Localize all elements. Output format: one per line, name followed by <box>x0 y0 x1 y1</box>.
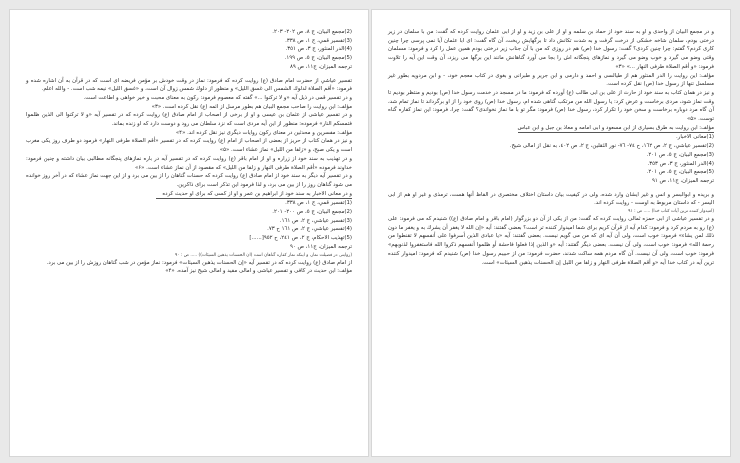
body-paragraph: و در تفسير عياشی از ابی حمزه ثمالی روايت کرده که گفت: من از يکی از آن دو بزرگوار (امام باقر و امام صادق (ع)) شنيدم که می فرمود: علی (ع) رو به مردم کرد و فرمود: کدام آيه از قرآن کريم برای شما اميدوار کننده تر است؟ بعضی گفتند: آيه «إن الله لا يغفر أن يشرك به و يغفر ما دون ذلك لمن يشاء» فرمود: خوب است، ولی آن آيه ای که من می گويم نيست. بعضی گفتند: آيه «يا عبادی الذين أسرفوا علی أنفسهم لا تقنطوا من رحمة الله» فرمود: خوب است، ولی آن نيست. بعضی ديگر گفتند: آيه «و الذين إذا فعلوا فاحشة أو ظلموا أنفسهم ذكروا الله فاستغفروا لذنوبهم» فرمود: خوب است، ولی آن نيست. آن گاه مردم همه ساکت شدند، حضرت فرمود: من از حبيبم رسول خدا (ص) شنيدم که فرمود: اميدوار کننده ترين آيه در کتاب خدا آيه «و أقم الصلاة طرفی النهار و زلفا من الليل إن الحسنات يذهبن السيئات» است. <box>388 216 714 266</box>
reference-line: (2)مجمع البيان، ج ٥، ص ٢٠٠- ٢٠١. <box>272 209 352 216</box>
page-source-line: ترجمه الميزان، ج١١، ص ٩١ <box>651 177 714 184</box>
section-title: (اميدوار کننده ترين آيات کتاب خدا) ..... ص : ٩١ <box>628 209 714 215</box>
reference-line: (3)مجمع البيان، ج ٥، ص ٢٠١. <box>646 151 714 158</box>
body-paragraph: و در تفسير عياشی از عثمان بن عيسی و او از برخی از اصحاب از امام صادق (ع) روايت کرده که در تفسير آيه «و لا تركنوا الی الذين ظلموا فتمسكم النار» فرموده: منظور از اين آيه مردی است که نزد سلطان می رود و دوست دارد که او زنده بماند. <box>26 112 352 128</box>
body-paragraph: و در تفسير قمی در ذيل آيه «و لا تركنوا ...» گفته که معصوم فرمود: رکون به معنای محبت و خير خواهی و اطاعت است. <box>83 94 352 101</box>
body-paragraph: و در تفسير آيه ديگر به سند خود از امام صادق (ع) روايت کرده که حسنات گناهان را از بين می برد و از اين جهت نماز عشاء که در آخر روز خوانده می شود گناهان روز را از بين می برد، و لذا فرمود اين تذکر است برای ذاکرين. <box>26 173 352 188</box>
body-paragraph: مؤلف: اين روايت را الدر المنثور هم از طيالسی و احمد و دارمی و ابن جرير و طبرانی و بغوی در کتاب معجم خود، - و ابن مردويه بطور غير مسلسل تنها از رسول خدا (ص) نقل کرده است. <box>388 72 714 88</box>
reference-line: (5)مجمع البيان، ج ٥، ص ١٩٩. <box>284 55 352 62</box>
body-paragraph: و در معانی الاخبار به سند خود از ابراهيم بن عمر و او از کسی که برای او حديث کرده <box>162 190 352 197</box>
reference-line: (3)تفسير عياشي، ج ٢، ص ١٦١. <box>279 217 352 224</box>
left-top-references <box>26 28 352 72</box>
body-paragraph: مؤلف: مفسرين و محدثين در معنای رکون روايات ديگری نيز نقل کرده اند. «۴» <box>175 129 352 136</box>
body-paragraph: و در تهذيب به سند خود از زراره و او از امام باقر (ع) روايت کرده که در تفسير آيه در باره نمازهای پنجگانه مطالبی بيان داشته و چنين فرمود: خداوند فرموده «أقم الصلاة طرفی النهار و زلفا من الليل» که مقصود از آن نماز عشاء است. «۶» <box>26 155 352 171</box>
body-paragraph: و نيز در همان کتاب از حريز از بعضی از اصحاب از امام (ع) روايت کرده که در تفسير «أقم الصلاة طرفی النهار» فرمود دو طرف روز يکی مغرب است و يکی صبح، و «زلفا من الليل» نماز عشاء است. «۵» <box>26 138 352 154</box>
left-page <box>10 10 368 456</box>
page-source-line: ترجمه الميزان، ج١١، ص ٩٠ <box>289 243 352 250</box>
body-paragraph: تفسير عياشي از حضرت امام صادق (ع) روايت کرده که فرمود: نماز در وقت خودش بر مؤمن فريضه ای است که در قرآن به آن اشاره شده و فرمود: «أقم الصلاة لدلوك الشمس الی غسق الليل» و منظور از دلوك شمس زوال آن است، و «غسق الليل» نيمه شب است. - والله اعلم. <box>26 77 352 93</box>
body-paragraph: از امام صادق (ع) روايت کرده که در تفسير آيه «إن الحسنات يذهبن السيئات» فرمود: نماز مؤمن در شب گناهان روزش را از بين می برد. <box>46 259 352 266</box>
reference-line: (5)تهذيب الاحكام، ج ٢، ص ٢٤١، ح ٩٥٢[......] <box>249 235 352 242</box>
page-source-line: ترجمه الميزان، ج١١، ص ٨٩ <box>289 63 352 70</box>
right-page <box>372 10 730 456</box>
body-paragraph: و بريده و ابوالبسر و انس و غير ايشان وارد شده، ولی در کيفيت بيان داستان اختلاف مختصری در الفاظ آنها هست، ترمذی و غير او هم از ابی اليسر - که داستان مربوط به اوست - روايت کرده اند. <box>388 191 714 207</box>
reference-line: (2)تفسير عياشي، ج ٢، ص ١٦٢، ح ٧٤- ٧٦- نور الثقلين، ج ٢، ص ٤٠٢، به نقل از امالی شيخ. <box>509 143 714 150</box>
left-bottom-references <box>26 199 352 251</box>
body-paragraph: و نيز در همان کتاب به سند خود از حارث از علی بن ابی طالب (ع) آورده که فرمود: ما در مسجد در خدمت رسول خدا (ص) بوديم و منتظر بوديم تا وقت نماز شود، مردی برخاست و عرض کرد: يا رسول الله من مرتکب گناهی شده ام، رسول خدا (ص) روی خود را از او برگرداند تا نماز تمام شد، آن گاه مرد دوباره برخاست و سخن خود را تکرار کرد، رسول خدا (ص) فرمود: مگر تو با ما نماز نخواندی؟ گفت: چرا، فرمود: اين نماز کفاره گناه توست. «۵» <box>388 89 714 123</box>
right-references <box>388 133 714 185</box>
reference-line: (1)تفسير قمي، ج ١، ص ٣٣٨. <box>285 200 352 207</box>
left-page-column <box>26 28 352 448</box>
reference-line: (4)تفسير عياشي، ج ٢، ص ١٦١ ح ٧٣. <box>267 226 352 233</box>
reference-line: (4)الدر المنثور، ج ٣، ص ٣٥٣. <box>647 160 714 167</box>
body-paragraph: و در مجمع البيان از واحدی و او به سند خود از حماد بن سلمه و او از علی بن زيد و او از ابی عثمان روايت کرده که گفت: من با سلمان در زير درختی بودم، سلمان شاخه خشکی از درخت گرفت و به شدت تکانش داد تا برگهايش ريخت، آن گاه گفت: ای ابا عثمان آيا نمی پرسی چرا چنين کاری کردم؟ گفتم: چرا چنين کردی؟ گفت: رسول خدا (ص) هم در روزی که من با آن جناب زير درختی بودم همين عمل را کرد و فرمود: مسلمان وقتی وضو می گيرد و خوب وضو می گيرد و نمازهای پنجگانه اش را بجا می آورد گناهانش مانند اين برگها می ريزد، آن وقت اين آيه را تلاوت فرمود: «و أقم الصلاة طرفی النهار ...» «۳» <box>388 29 714 70</box>
reference-line: (2)مجمع البيان، ج ٨، ص ٢٠٢- ٢٠٣. <box>272 29 352 35</box>
body-paragraph: مؤلف: اين حديث در کافی و تفسير عياشی و امالی مفيد و امالی شيخ نيز آمده. «۴» <box>165 268 352 275</box>
right-page-column <box>388 28 714 448</box>
reference-line: (3)تفسير قمي، ج ١، ص ٣٣٨. <box>285 37 352 44</box>
section-title: (روايتی در فضيلت نماز، و اينکه نماز کفاره گناهان است (ان الحسنات يذهبن السيئات)) ..... ص : ٩٠ <box>174 252 352 258</box>
reference-line: (4)الدر المنثور، ج ٣، ص ٣٥١. <box>285 46 352 53</box>
body-paragraph: مؤلف: اين روايت به طرق بسياری از ابن مسعود و ابی امامه و معاذ بن جبل و ابن عباس <box>517 124 714 131</box>
reference-line: (5)مجمع البيان، ج ٥، ص ٢٠١. <box>646 169 714 176</box>
reference-line: (1)معانی الاخبار. <box>676 134 714 141</box>
body-paragraph: مؤلف: اين روايت را صاحب مجمع البيان هم بطور مرسل از ائمه (ع) نقل کرده است. «۳» <box>151 103 352 110</box>
